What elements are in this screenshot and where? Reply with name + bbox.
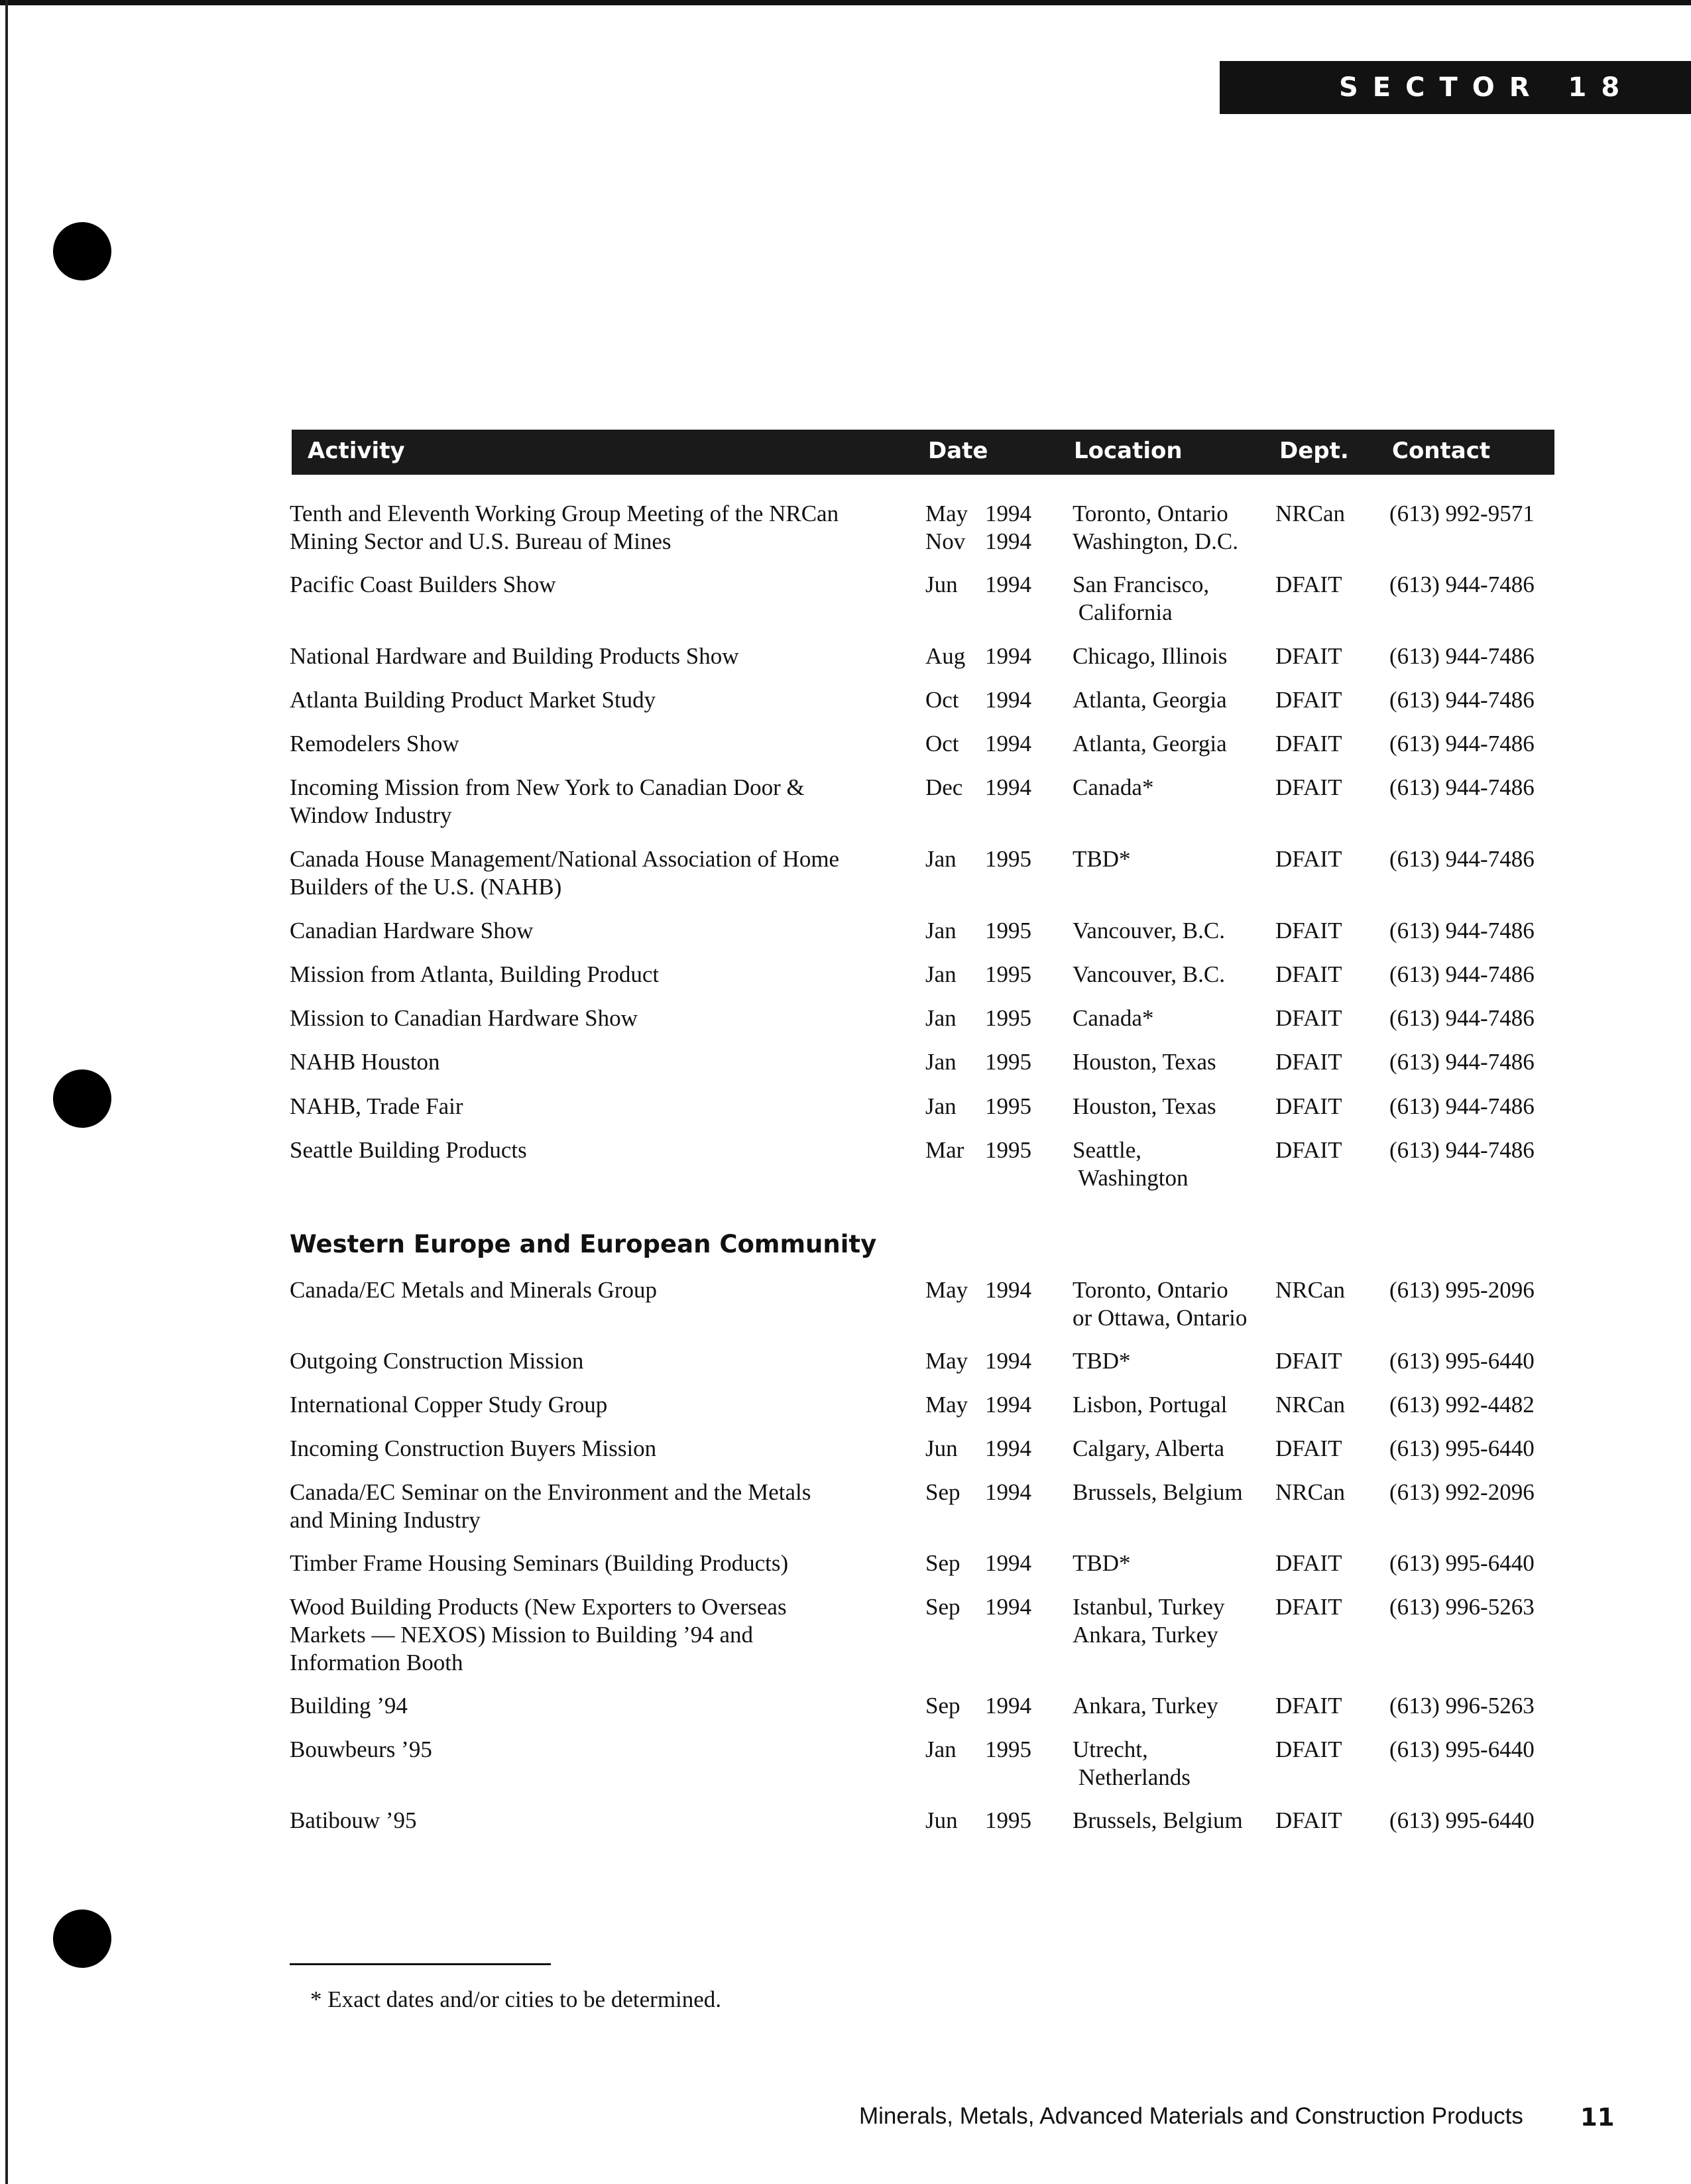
dept-cell: DFAIT: [1275, 1736, 1342, 1762]
activity-cell: Remodelers Show: [290, 731, 459, 757]
contact-cell: (613) 992-9571: [1389, 501, 1535, 526]
date-month-cell: Jun: [925, 572, 958, 597]
date-year-cell: 1994: [985, 774, 1031, 800]
location-cell: Brussels, Belgium: [1073, 1479, 1243, 1505]
contact-cell: (613) 995-6440: [1389, 1348, 1535, 1374]
dept-cell: DFAIT: [1275, 846, 1342, 872]
contact-cell: (613) 944-7486: [1389, 731, 1535, 757]
activity-cell: and Mining Industry: [290, 1507, 481, 1533]
dept-cell: DFAIT: [1275, 1137, 1342, 1163]
section-title: Western Europe and European Community: [290, 1230, 877, 1258]
top-border-rule: [0, 0, 1691, 5]
date-month-cell: Jan: [925, 918, 957, 943]
location-cell: Lisbon, Portugal: [1073, 1392, 1228, 1418]
page-number: 11: [1580, 2103, 1615, 2132]
dept-cell: DFAIT: [1275, 1348, 1342, 1374]
location-cell: Vancouver, B.C.: [1073, 918, 1225, 943]
location-cell: Houston, Texas: [1073, 1049, 1216, 1075]
date-year-cell: 1995: [985, 961, 1031, 987]
date-month-cell: Jan: [925, 961, 957, 987]
location-cell: Istanbul, Turkey: [1073, 1594, 1225, 1620]
binder-hole-icon: [53, 222, 111, 280]
activity-cell: Canada House Management/National Association of Home: [290, 846, 840, 872]
dept-cell: DFAIT: [1275, 687, 1342, 713]
activity-cell: Building ’94: [290, 1693, 408, 1719]
contact-cell: (613) 944-7486: [1389, 572, 1535, 597]
left-page-edge: [5, 0, 8, 2184]
dept-cell: DFAIT: [1275, 1550, 1342, 1576]
activity-cell: NAHB, Trade Fair: [290, 1093, 463, 1119]
date-month-cell: Mar: [925, 1137, 964, 1163]
activity-cell: Atlanta Building Product Market Study: [290, 687, 656, 713]
location-cell: Atlanta, Georgia: [1073, 687, 1227, 713]
header-location: Location: [1074, 438, 1183, 464]
date-month-cell: Sep: [925, 1550, 961, 1576]
date-month-cell: May: [925, 1348, 968, 1374]
date-year-cell: 1994: [985, 1348, 1031, 1374]
date-month-cell: Jan: [925, 1093, 957, 1119]
date-year-cell: 1995: [985, 918, 1031, 943]
location-cell: Atlanta, Georgia: [1073, 731, 1227, 757]
dept-cell: DFAIT: [1275, 1093, 1342, 1119]
location-cell: Houston, Texas: [1073, 1093, 1216, 1119]
location-cell: Washington: [1073, 1165, 1189, 1191]
date-month-cell: Oct: [925, 687, 959, 713]
footer-title: Minerals, Metals, Advanced Materials and Construction Products: [859, 2103, 1523, 2129]
header-contact: Contact: [1392, 438, 1491, 464]
date-year-cell: 1994: [985, 528, 1031, 554]
location-cell: Ankara, Turkey: [1073, 1622, 1218, 1648]
contact-cell: (613) 996-5263: [1389, 1693, 1535, 1719]
location-cell: or Ottawa, Ontario: [1073, 1305, 1248, 1331]
contact-cell: (613) 944-7486: [1389, 1137, 1535, 1163]
contact-cell: (613) 944-7486: [1389, 1093, 1535, 1119]
activity-cell: Timber Frame Housing Seminars (Building Products): [290, 1550, 789, 1576]
dept-cell: DFAIT: [1275, 731, 1342, 757]
dept-cell: NRCan: [1275, 1277, 1345, 1303]
location-cell: Washington, D.C.: [1073, 528, 1238, 554]
location-cell: Calgary, Alberta: [1073, 1435, 1225, 1461]
activity-cell: International Copper Study Group: [290, 1392, 608, 1418]
date-month-cell: May: [925, 1277, 968, 1303]
date-month-cell: Oct: [925, 731, 959, 757]
date-month-cell: Jun: [925, 1435, 958, 1461]
date-year-cell: 1995: [985, 1005, 1031, 1031]
date-month-cell: Dec: [925, 774, 963, 800]
date-year-cell: 1994: [985, 1392, 1031, 1418]
date-year-cell: 1994: [985, 1479, 1031, 1505]
activity-cell: Incoming Mission from New York to Canadian Door &: [290, 774, 805, 800]
date-month-cell: Nov: [925, 528, 966, 554]
dept-cell: DFAIT: [1275, 1435, 1342, 1461]
dept-cell: DFAIT: [1275, 1693, 1342, 1719]
contact-cell: (613) 995-6440: [1389, 1736, 1535, 1762]
activity-cell: Wood Building Products (New Exporters to Overseas: [290, 1594, 787, 1620]
date-year-cell: 1994: [985, 731, 1031, 757]
header-dept: Dept.: [1279, 438, 1349, 464]
activity-cell: Canadian Hardware Show: [290, 918, 534, 943]
date-month-cell: Jan: [925, 1736, 957, 1762]
dept-cell: DFAIT: [1275, 572, 1342, 597]
footnote-rule: [290, 1963, 551, 1965]
activity-cell: Mining Sector and U.S. Bureau of Mines: [290, 528, 671, 554]
contact-cell: (613) 992-4482: [1389, 1392, 1535, 1418]
date-month-cell: Aug: [925, 643, 966, 669]
activity-cell: NAHB Houston: [290, 1049, 440, 1075]
dept-cell: DFAIT: [1275, 1594, 1342, 1620]
date-year-cell: 1995: [985, 1807, 1031, 1833]
date-month-cell: Jun: [925, 1807, 958, 1833]
date-month-cell: Jan: [925, 1049, 957, 1075]
footnote: * Exact dates and/or cities to be determined.: [310, 1986, 722, 2012]
date-year-cell: 1994: [985, 1550, 1031, 1576]
activity-cell: Batibouw ’95: [290, 1807, 417, 1833]
contact-cell: (613) 944-7486: [1389, 687, 1535, 713]
contact-cell: (613) 995-2096: [1389, 1277, 1535, 1303]
date-year-cell: 1994: [985, 1693, 1031, 1719]
date-year-cell: 1995: [985, 1736, 1031, 1762]
date-month-cell: Jan: [925, 1005, 957, 1031]
contact-cell: (613) 944-7486: [1389, 1005, 1535, 1031]
activity-cell: Canada/EC Seminar on the Environment and the Metals: [290, 1479, 811, 1505]
location-cell: Seattle,: [1073, 1137, 1141, 1163]
activity-cell: Outgoing Construction Mission: [290, 1348, 584, 1374]
location-cell: TBD*: [1073, 1348, 1131, 1374]
sector-tab: SECTOR 18: [1220, 61, 1691, 114]
dept-cell: DFAIT: [1275, 1005, 1342, 1031]
activity-cell: Pacific Coast Builders Show: [290, 572, 556, 597]
date-month-cell: May: [925, 1392, 968, 1418]
activity-cell: Mission to Canadian Hardware Show: [290, 1005, 638, 1031]
date-year-cell: 1994: [985, 501, 1031, 526]
contact-cell: (613) 995-6440: [1389, 1435, 1535, 1461]
activity-cell: Markets — NEXOS) Mission to Building ’94 and: [290, 1622, 754, 1648]
contact-cell: (613) 992-2096: [1389, 1479, 1535, 1505]
contact-cell: (613) 944-7486: [1389, 1049, 1535, 1075]
activity-cell: Mission from Atlanta, Building Product: [290, 961, 660, 987]
date-year-cell: 1994: [985, 1594, 1031, 1620]
dept-cell: NRCan: [1275, 501, 1345, 526]
dept-cell: DFAIT: [1275, 918, 1342, 943]
activity-cell: Information Booth: [290, 1650, 463, 1675]
date-year-cell: 1994: [985, 687, 1031, 713]
contact-cell: (613) 944-7486: [1389, 774, 1535, 800]
binder-hole-icon: [53, 1910, 111, 1968]
contact-cell: (613) 944-7486: [1389, 918, 1535, 943]
location-cell: Canada*: [1073, 774, 1154, 800]
activity-cell: Bouwbeurs ’95: [290, 1736, 432, 1762]
binder-hole-icon: [53, 1069, 111, 1128]
contact-cell: (613) 995-6440: [1389, 1550, 1535, 1576]
date-month-cell: Sep: [925, 1594, 961, 1620]
date-year-cell: 1994: [985, 572, 1031, 597]
activity-cell: Builders of the U.S. (NAHB): [290, 874, 562, 900]
activity-cell: Window Industry: [290, 802, 452, 828]
location-cell: Chicago, Illinois: [1073, 643, 1228, 669]
activity-cell: Canada/EC Metals and Minerals Group: [290, 1277, 658, 1303]
contact-cell: (613) 944-7486: [1389, 643, 1535, 669]
contact-cell: (613) 944-7486: [1389, 961, 1535, 987]
date-month-cell: Sep: [925, 1479, 961, 1505]
activity-cell: Incoming Construction Buyers Mission: [290, 1435, 657, 1461]
location-cell: Toronto, Ontario: [1073, 1277, 1228, 1303]
dept-cell: DFAIT: [1275, 961, 1342, 987]
location-cell: TBD*: [1073, 846, 1131, 872]
location-cell: Vancouver, B.C.: [1073, 961, 1225, 987]
date-year-cell: 1994: [985, 1435, 1031, 1461]
date-year-cell: 1995: [985, 1049, 1031, 1075]
location-cell: Canada*: [1073, 1005, 1154, 1031]
dept-cell: DFAIT: [1275, 774, 1342, 800]
location-cell: Brussels, Belgium: [1073, 1807, 1243, 1833]
dept-cell: NRCan: [1275, 1479, 1345, 1505]
location-cell: Netherlands: [1073, 1764, 1191, 1790]
dept-cell: DFAIT: [1275, 1807, 1342, 1833]
location-cell: Toronto, Ontario: [1073, 501, 1228, 526]
header-date: Date: [928, 438, 988, 464]
contact-cell: (613) 944-7486: [1389, 846, 1535, 872]
location-cell: Ankara, Turkey: [1073, 1693, 1218, 1719]
contact-cell: (613) 996-5263: [1389, 1594, 1535, 1620]
date-year-cell: 1995: [985, 1137, 1031, 1163]
dept-cell: DFAIT: [1275, 1049, 1342, 1075]
dept-cell: DFAIT: [1275, 643, 1342, 669]
activity-cell: National Hardware and Building Products Show: [290, 643, 739, 669]
header-activity: Activity: [308, 438, 405, 464]
table-header: [292, 430, 1554, 475]
contact-cell: (613) 995-6440: [1389, 1807, 1535, 1833]
location-cell: California: [1073, 599, 1173, 625]
dept-cell: NRCan: [1275, 1392, 1345, 1418]
date-year-cell: 1995: [985, 846, 1031, 872]
location-cell: TBD*: [1073, 1550, 1131, 1576]
date-year-cell: 1994: [985, 1277, 1031, 1303]
date-month-cell: May: [925, 501, 968, 526]
activity-cell: Seattle Building Products: [290, 1137, 527, 1163]
location-cell: Utrecht,: [1073, 1736, 1148, 1762]
date-year-cell: 1995: [985, 1093, 1031, 1119]
activity-cell: Tenth and Eleventh Working Group Meeting of the NRCan: [290, 501, 839, 526]
location-cell: San Francisco,: [1073, 572, 1210, 597]
date-month-cell: Sep: [925, 1693, 961, 1719]
date-year-cell: 1994: [985, 643, 1031, 669]
date-month-cell: Jan: [925, 846, 957, 872]
